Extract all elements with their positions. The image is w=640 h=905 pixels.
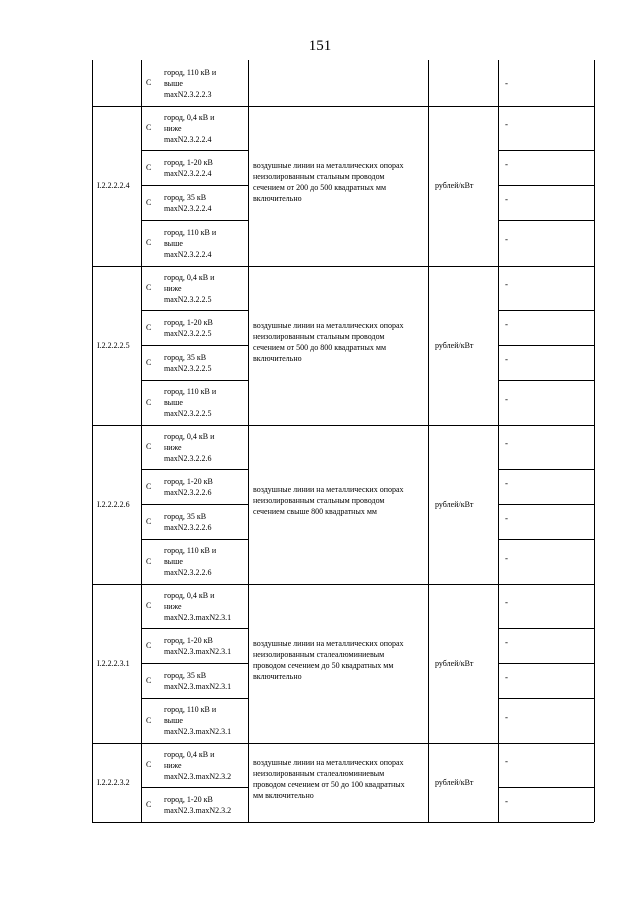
region-code: С [146, 397, 152, 407]
row-border [141, 504, 248, 505]
territory-label: maxN2.3.2.2.3 [164, 89, 212, 99]
value-cell: - [505, 512, 508, 523]
row-border [498, 539, 594, 540]
territory-label: maxN2.3.2.2.4 [164, 203, 212, 213]
territory-label: ниже [164, 760, 182, 770]
territory-label: город, 0,4 кВ и [164, 590, 215, 600]
value-cell: - [505, 353, 508, 364]
group-description: проводом сечением от 50 до 100 квадратных [253, 779, 405, 789]
group-id: I.2.2.2.2.5 [97, 340, 130, 350]
territory-label: город, 1-20 кВ [164, 635, 213, 645]
row-border [498, 310, 594, 311]
territory-label: maxN2.3.2.2.5 [164, 294, 212, 304]
territory-label: выше [164, 557, 183, 566]
row-border [141, 469, 248, 470]
value-cell: - [505, 158, 508, 169]
column-border-3 [428, 60, 429, 822]
group-description: сечением свыше 800 квадратных мм [253, 507, 377, 516]
value-cell: - [505, 636, 508, 647]
territory-label: город, 1-20 кВ [164, 317, 213, 327]
unit-label: рублей/кВт [435, 181, 474, 190]
territory-label: город, 35 кВ [164, 192, 207, 202]
territory-label: город, 35 кВ [164, 670, 207, 680]
territory-label: город, 1-20 кВ [164, 794, 213, 804]
territory-label: maxN2.3.maxN2.3.1 [164, 612, 232, 622]
group-border [92, 584, 594, 585]
region-code: С [146, 640, 152, 650]
territory-label: ниже [164, 283, 182, 293]
row-border [141, 787, 248, 788]
group-description: включительно [253, 353, 302, 363]
value-cell: - [505, 597, 508, 607]
region-code: С [146, 283, 152, 292]
territory-label: maxN2.3.2.2.5 [164, 328, 212, 338]
value-cell: - [505, 477, 508, 488]
column-border-5 [594, 60, 595, 822]
territory-label: город, 1-20 кВ [164, 476, 213, 486]
unit-label: рублей/кВт [435, 777, 474, 787]
row-border [498, 469, 594, 470]
territory-label: выше [164, 716, 183, 725]
group-description: неизолированным стальным проводом [253, 172, 385, 181]
group-description: воздушные линии на металлических опорах [253, 638, 404, 648]
group-border [92, 425, 594, 426]
territory-label: maxN2.3.maxN2.3.1 [164, 646, 232, 656]
group-description: мм включительно [253, 790, 314, 800]
group-description: проводом сечением до 50 квадратных мм [253, 660, 394, 670]
group-description: неизолированным сталеалюминиевым [253, 768, 385, 778]
region-code: С [146, 322, 152, 332]
group-border [92, 822, 594, 823]
row-border [141, 698, 248, 699]
group-id: I.2.2.2.3.2 [97, 777, 130, 787]
territory-label: город, 0,4 кВ и [164, 749, 215, 759]
group-border [92, 106, 594, 107]
territory-label: ниже [164, 601, 182, 611]
row-border [498, 345, 594, 346]
territory-label: maxN2.3.2.2.5 [164, 409, 212, 418]
unit-label: рублей/кВт [435, 499, 474, 509]
group-description: воздушные линии на металлических опорах [253, 161, 404, 170]
territory-label: выше [164, 398, 183, 407]
row-border [141, 345, 248, 346]
row-border [498, 698, 594, 699]
value-cell: - [505, 193, 508, 204]
row-border [498, 504, 594, 505]
value-cell: - [505, 756, 508, 766]
value-cell: - [505, 393, 508, 404]
group-description: воздушные линии на металлических опорах [253, 485, 404, 494]
territory-label: maxN2.3.maxN2.3.1 [164, 681, 232, 691]
row-border [498, 220, 594, 221]
region-code: С [146, 442, 152, 451]
row-border [498, 787, 594, 788]
page-number: 151 [308, 38, 332, 54]
territory-label: maxN2.3.2.2.6 [164, 522, 212, 532]
region-code: С [146, 675, 152, 685]
row-border [141, 539, 248, 540]
region-code: С [146, 601, 152, 610]
territory-label: maxN2.3.2.2.6 [164, 487, 212, 497]
territory-label: город, 35 кВ [164, 511, 207, 521]
column-border-2 [248, 60, 249, 822]
group-description: неизолированным стальным проводом [253, 496, 385, 505]
region-code: С [146, 715, 152, 725]
row-border [141, 628, 248, 629]
unit-label: рублей/кВт [435, 658, 474, 668]
group-border [92, 266, 594, 267]
value-cell: - [505, 78, 508, 88]
value-cell: - [505, 438, 508, 448]
territory-label: ниже [164, 123, 182, 133]
region-code: С [146, 760, 152, 769]
value-cell: - [505, 795, 508, 806]
region-code: С [146, 78, 152, 87]
group-description: воздушные линии на металлических опорах [253, 320, 404, 330]
territory-label: город, 0,4 кВ и [164, 112, 215, 122]
row-border [141, 380, 248, 381]
territory-label: maxN2.3.2.2.4 [164, 134, 212, 144]
territory-label: maxN2.3.maxN2.3.2 [164, 805, 232, 815]
group-id: I.2.2.2.3.1 [97, 658, 130, 668]
region-code: С [146, 556, 152, 566]
territory-label: город, 110 кВ и [164, 705, 217, 714]
region-code: С [146, 197, 152, 207]
column-border-4 [498, 60, 499, 822]
column-border-0 [92, 60, 93, 822]
region-code: С [146, 516, 152, 526]
region-code: С [146, 123, 152, 132]
value-cell: - [505, 552, 508, 563]
row-border [498, 150, 594, 151]
group-description: включительно [253, 194, 302, 203]
value-cell: - [505, 318, 508, 329]
value-cell: - [505, 671, 508, 682]
region-code: С [146, 481, 152, 491]
row-border [498, 628, 594, 629]
territory-label: maxN2.3.2.2.5 [164, 363, 212, 373]
territory-label: город, 110 кВ и [164, 546, 217, 555]
group-description: включительно [253, 671, 302, 681]
row-border [141, 220, 248, 221]
row-border [498, 380, 594, 381]
territory-label: город, 0,4 кВ и [164, 272, 215, 282]
group-id: I.2.2.2.2.6 [97, 499, 130, 509]
territory-label: выше [164, 78, 183, 88]
row-border [141, 185, 248, 186]
row-border [141, 663, 248, 664]
value-cell: - [505, 711, 508, 722]
region-code: С [146, 357, 152, 367]
group-border [92, 743, 594, 744]
group-description: неизолированным стальным проводом [253, 331, 385, 341]
group-description: сечением от 500 до 800 квадратных мм [253, 342, 387, 352]
territory-label: город, 35 кВ [164, 352, 207, 362]
row-border [498, 185, 594, 186]
territory-label: maxN2.3.maxN2.3.2 [164, 771, 232, 781]
group-description: воздушные линии на металлических опорах [253, 757, 404, 767]
territory-label: город, 110 кВ и [164, 67, 217, 77]
column-border-1 [141, 60, 142, 822]
group-description: неизолированным сталеалюминиевым [253, 649, 385, 659]
territory-label: maxN2.3.maxN2.3.1 [164, 727, 232, 736]
row-border [141, 310, 248, 311]
territory-label: город, 110 кВ и [164, 387, 217, 396]
territory-label: maxN2.3.2.2.6 [164, 568, 212, 577]
territory-label: maxN2.3.2.2.4 [164, 249, 212, 259]
territory-label: выше [164, 238, 183, 248]
territory-label: maxN2.3.2.2.4 [164, 168, 212, 178]
territory-label: город, 110 кВ и [164, 227, 217, 237]
territory-label: город, 1-20 кВ [164, 157, 213, 167]
value-cell: - [505, 119, 508, 129]
unit-label: рублей/кВт [435, 340, 474, 350]
value-cell: - [505, 234, 508, 244]
region-code: С [146, 799, 152, 809]
territory-label: город, 0,4 кВ и [164, 431, 215, 441]
territory-label: ниже [164, 442, 182, 452]
row-border [498, 663, 594, 664]
value-cell: - [505, 279, 508, 289]
row-border [141, 150, 248, 151]
territory-label: maxN2.3.2.2.6 [164, 453, 212, 463]
group-id: I.2.2.2.2.4 [97, 181, 130, 190]
region-code: С [146, 162, 152, 172]
region-code: С [146, 238, 152, 247]
group-description: сечением от 200 до 500 квадратных мм [253, 183, 387, 192]
